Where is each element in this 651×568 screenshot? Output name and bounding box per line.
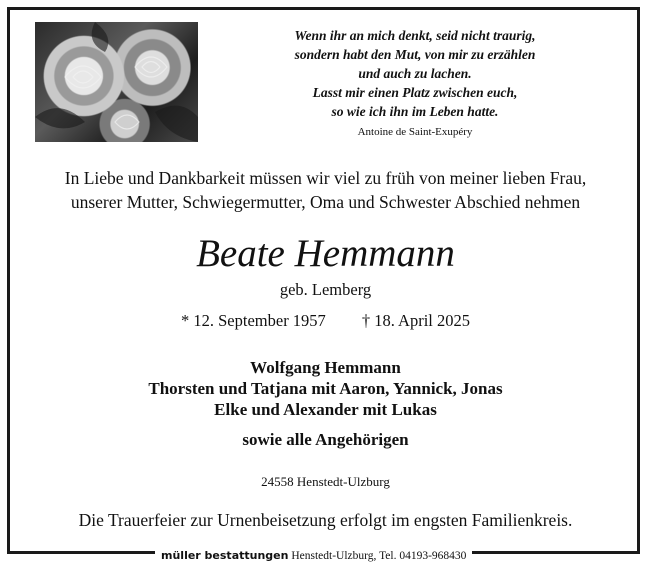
intro-text [20, 166, 631, 214]
family-line: Thorsten und Tatjana mit Aaron, Yannick, Jonas [148, 379, 503, 398]
ceremony-note: Die Trauerfeier zur Urnenbeisetzung erfolgt im engsten Familienkreis. [78, 510, 573, 530]
quote-line: so wie ich ihn im Leben hatte. [331, 104, 499, 119]
quote-line: Wenn ihr an mich denkt, seid nicht traurig, [294, 28, 536, 43]
intro-line: unserer Mutter, Schwiegermutter, Oma und Schwester Abschied nehmen [70, 192, 581, 212]
birth-name: geb. Lemberg [279, 280, 372, 299]
quote-line: sondern habt den Mut, von mir zu erzählen [294, 47, 536, 62]
footer [155, 548, 472, 564]
life-dates [20, 311, 631, 331]
place: 24558 Henstedt-Ulzburg [261, 474, 390, 489]
quote-line: Lasst mir einen Platz zwischen euch, [312, 85, 518, 100]
undertaker-details: Henstedt-Ulzburg, Tel. 04193-968430 [291, 550, 467, 562]
family-line: Wolfgang Hemmann [250, 358, 401, 377]
quote-line: und auch zu lachen. [358, 66, 472, 81]
deceased-name: Beate Hemmann [196, 232, 455, 275]
family-line: Elke und Alexander mit Lukas [214, 400, 437, 419]
family-list [20, 357, 631, 420]
quote [230, 26, 600, 121]
rose-photo [35, 22, 198, 142]
relatives-line: sowie alle Angehörigen [242, 430, 409, 449]
quote-author: Antoine de Saint-Exupéry [357, 126, 473, 138]
rose-image-graphic [35, 22, 198, 142]
birth-date: * 12. September 1957 [181, 311, 326, 330]
intro-line: In Liebe und Dankbarkeit müssen wir viel zu früh von meiner lieben Frau, [64, 168, 587, 188]
death-date: † 18. April 2025 [361, 311, 470, 330]
undertaker-brand: müller bestattungen [161, 549, 289, 562]
